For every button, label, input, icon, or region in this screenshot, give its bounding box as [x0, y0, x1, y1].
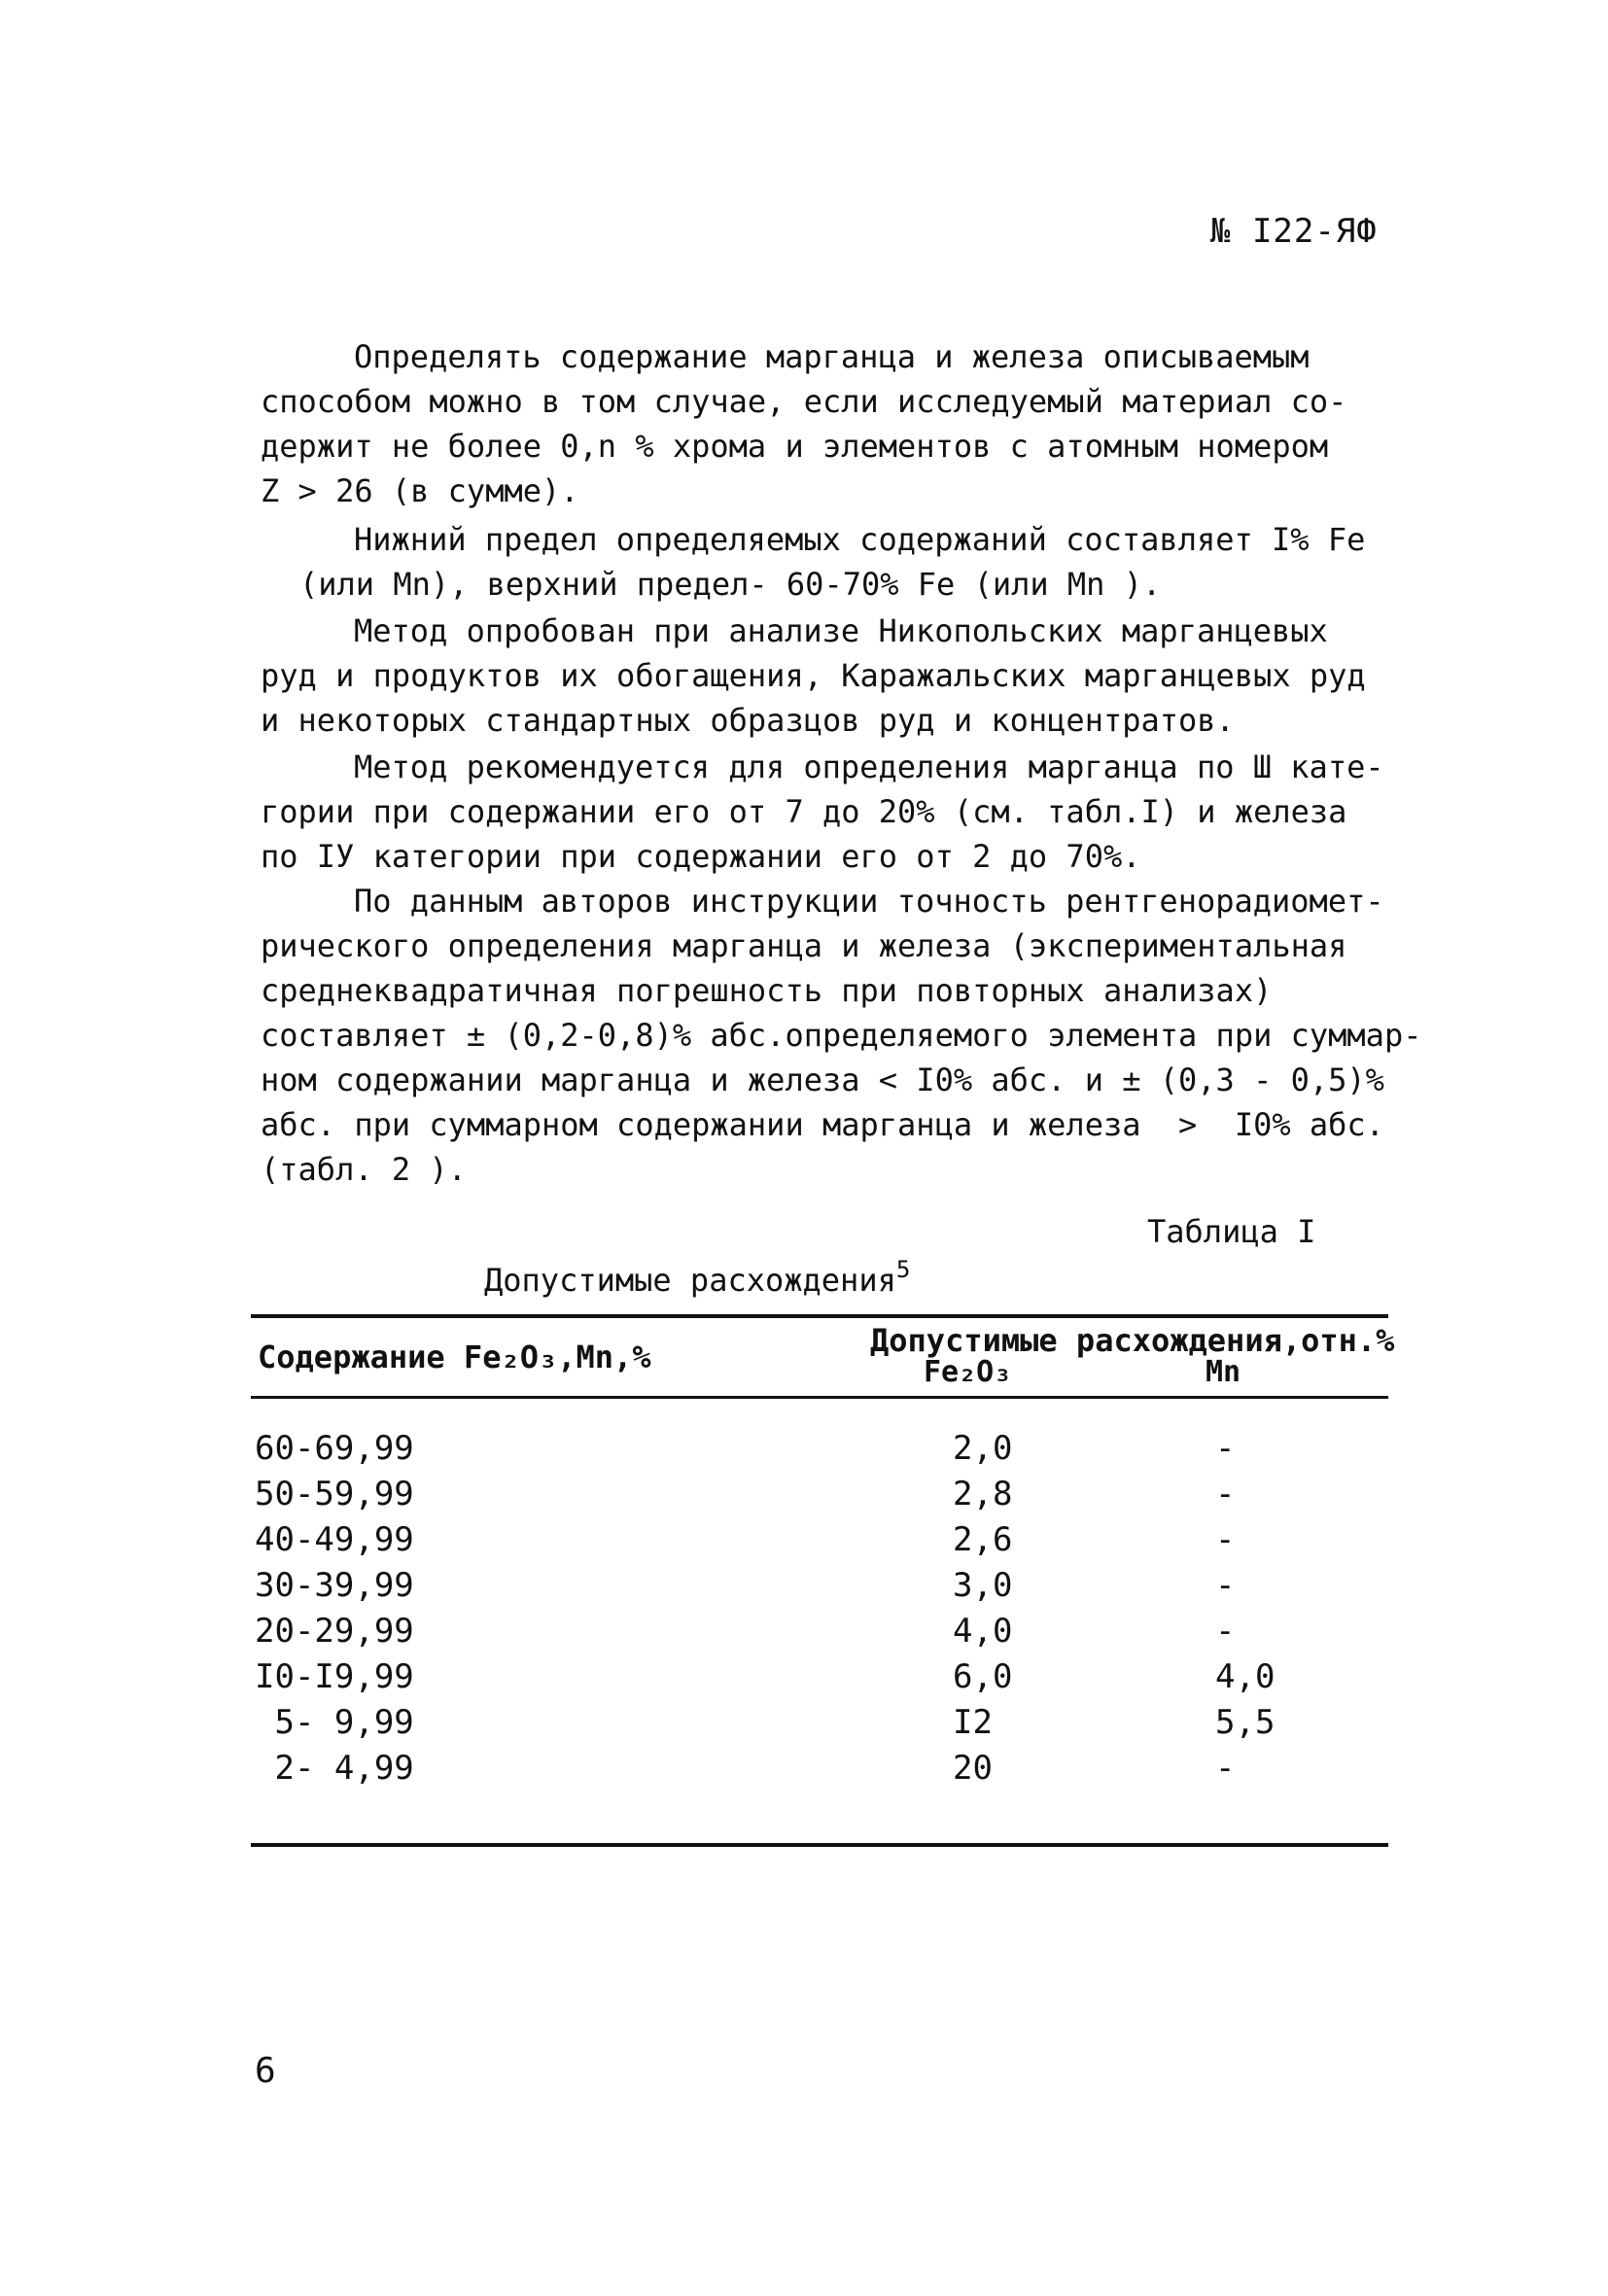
document-number: № I22-ЯФ — [1210, 212, 1378, 251]
paragraph-1 — [261, 334, 1379, 513]
paragraph-5 — [261, 879, 1422, 1192]
text-line: гории при содержании его от 7 до 20% (см. табл.I) и железа — [261, 793, 1347, 830]
text-line: рического определения марганца и железа (экспериментальная — [261, 927, 1347, 964]
cell-range: 5- 9,99 — [255, 1703, 414, 1742]
table-row — [255, 1657, 1382, 1703]
cell-fe2o3: 2,6 — [953, 1520, 1013, 1559]
text-line: Определять содержание марганца и железа описываемым — [354, 338, 1310, 375]
cell-range: I0-I9,99 — [255, 1657, 414, 1696]
table-row — [255, 1475, 1382, 1520]
text-line: абс. при суммарном содержании марганца и железа > I0% абс. — [261, 1106, 1384, 1143]
cell-range: 50-59,99 — [255, 1475, 414, 1513]
text-line: По данным авторов инструкции точность рентгенорадиомет- — [354, 883, 1384, 920]
text-line: Z > 26 (в сумме). — [261, 472, 579, 509]
column-header-discrepancy: Допустимые расхождения,отн.% — [870, 1322, 1395, 1359]
cell-mn: - — [1215, 1520, 1236, 1559]
table-header-rule — [251, 1396, 1388, 1399]
table-row — [255, 1520, 1382, 1566]
cell-mn: - — [1215, 1475, 1236, 1513]
column-subheader-fe2o3: Fe₂O₃ — [924, 1355, 1012, 1389]
cell-mn: - — [1215, 1612, 1236, 1651]
text-line: способом можно в том случае, если исследуемый материал со- — [261, 383, 1347, 420]
table-row — [255, 1566, 1382, 1612]
text-line: составляет ± (0,2-0,8)% абс.определяемого элемента при суммар- — [261, 1017, 1422, 1054]
text-line: Метод рекомендуется для определения марганца по Ш кате- — [354, 748, 1384, 785]
paragraph-2 — [261, 517, 1379, 607]
cell-fe2o3: 2,8 — [953, 1475, 1013, 1513]
text-line: Нижний предел определяемых содержаний составляет I% Fe — [354, 521, 1366, 558]
cell-fe2o3: 20 — [953, 1749, 993, 1788]
text-line: держит не более 0,n % хрома и элементов с атомным номером — [261, 428, 1329, 465]
cell-mn: - — [1215, 1749, 1236, 1788]
cell-range: 30-39,99 — [255, 1566, 414, 1605]
table-row — [255, 1749, 1382, 1794]
cell-fe2o3: I2 — [953, 1703, 993, 1742]
text-line: (табл. 2 ). — [261, 1151, 467, 1188]
table-row — [255, 1703, 1382, 1749]
table-title — [484, 1256, 910, 1299]
text-line: руд и продуктов их обогащения, Каражальских марганцевых руд — [261, 657, 1366, 694]
cell-range: 40-49,99 — [255, 1520, 414, 1559]
text-line: ном содержании марганца и железа < I0% абс. и ± (0,3 - 0,5)% — [261, 1061, 1384, 1098]
text-line: и некоторых стандартных образцов руд и концентратов. — [261, 702, 1235, 739]
table-title-text: Допустимые расхождения — [484, 1262, 896, 1299]
table-row — [255, 1612, 1382, 1657]
text-line: среднеквадратичная погрешность при повторных анализах) — [261, 972, 1273, 1009]
table-top-rule — [251, 1314, 1388, 1318]
cell-mn: 4,0 — [1215, 1657, 1276, 1696]
cell-mn: 5,5 — [1215, 1703, 1276, 1742]
table-body — [255, 1429, 1382, 1794]
page-number: 6 — [255, 2051, 276, 2091]
text-line: Метод опробован при анализе Никопольских марганцевых — [354, 612, 1328, 649]
table-bottom-rule — [251, 1843, 1388, 1847]
paragraph-3 — [261, 609, 1379, 743]
cell-mn: - — [1215, 1429, 1236, 1468]
cell-fe2o3: 6,0 — [953, 1657, 1013, 1696]
paragraph-4 — [261, 745, 1384, 879]
cell-mn: - — [1215, 1566, 1236, 1605]
column-subheader-mn: Mn — [1206, 1355, 1241, 1389]
column-header-content: Содержание Fe₂O₃,Mn,% — [258, 1339, 651, 1375]
footnote-marker: 5 — [895, 1256, 911, 1283]
cell-range: 20-29,99 — [255, 1612, 414, 1651]
cell-fe2o3: 3,0 — [953, 1566, 1013, 1605]
text-line: по IУ категории при содержании его от 2 до 70%. — [261, 838, 1141, 875]
cell-fe2o3: 4,0 — [953, 1612, 1013, 1651]
text-line: (или Mn), верхний предел- 60-70% Fe (или Mn ). — [299, 566, 1162, 603]
cell-range: 60-69,99 — [255, 1429, 414, 1468]
cell-fe2o3: 2,0 — [953, 1429, 1013, 1468]
table-label: Таблица I — [1147, 1213, 1316, 1250]
cell-range: 2- 4,99 — [255, 1749, 414, 1788]
table-row — [255, 1429, 1382, 1475]
